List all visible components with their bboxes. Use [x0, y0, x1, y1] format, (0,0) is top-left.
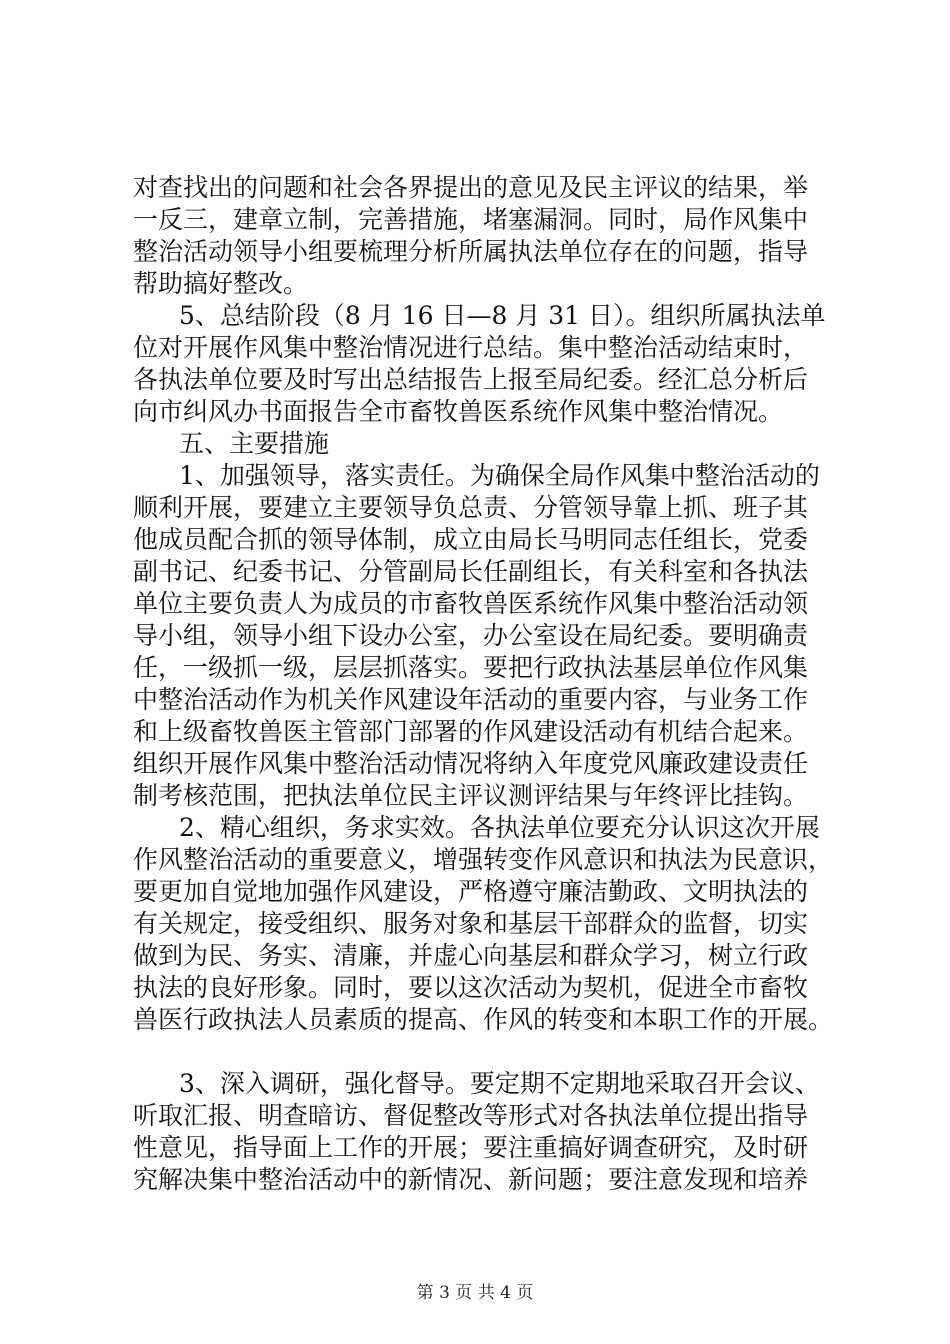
body-text-line: 他成员配合抓的领导体制，成立由局长马明同志任组长，党委 — [133, 525, 809, 554]
body-text-line: 和上级畜牧兽医主管部门部署的作风建设活动有机结合起来。 — [133, 717, 809, 746]
body-text-line: 要更加自觉地加强作风建设，严格遵守廉洁勤政、文明执法的 — [133, 877, 809, 906]
body-text-line: 做到为民、务实、清廉，并虚心向基层和群众学习，树立行政 — [133, 941, 809, 970]
body-text-line: 制考核范围，把执法单位民主评议测评结果与年终评比挂钩。 — [133, 781, 809, 810]
body-text-line: 性意见，指导面上工作的开展；要注重搞好调查研究，及时研 — [133, 1133, 809, 1162]
paragraph-start-line: 2、精心组织，务求实效。各执法单位要充分认识这次开展 — [179, 813, 820, 842]
body-text-line: 兽医行政执法人员素质的提高、作风的转变和本职工作的开展。 — [133, 1005, 834, 1034]
page-number-footer: 第 3 页 共 4 页 — [416, 1283, 534, 1303]
paragraph-start-line: 5、总结阶段（8 月 16 日—8 月 31 日）。组织所属执法单 — [179, 301, 826, 330]
body-text-line: 组织开展作风集中整治活动情况将纳入年度党风廉政建设责任 — [133, 749, 809, 778]
paragraph-start-line: 3、深入调研，强化督导。要定期不定期地采取召开会议、 — [179, 1069, 820, 1098]
body-text-line: 顺利开展，要建立主要领导负总责、分管领导靠上抓、班子其 — [133, 493, 809, 522]
paragraph-start-line: 1、加强领导，落实责任。为确保全局作风集中整治活动的 — [179, 461, 820, 490]
body-text-line: 副书记、纪委书记、分管副局长任副组长，有关科室和各执法 — [133, 557, 809, 586]
body-text-line: 听取汇报、明查暗访、督促整改等形式对各执法单位提出指导 — [133, 1101, 809, 1130]
body-text-line: 究解决集中整治活动中的新情况、新问题；要注意发现和培养 — [133, 1165, 809, 1194]
body-text-line: 各执法单位要及时写出总结报告上报至局纪委。经汇总分析后 — [133, 365, 809, 394]
body-text-line: 导小组，领导小组下设办公室，办公室设在局纪委。要明确责 — [133, 621, 809, 650]
body-text-line: 帮助搞好整改。 — [133, 269, 309, 298]
body-text-line: 单位主要负责人为成员的市畜牧兽医系统作风集中整治活动领 — [133, 589, 809, 618]
section-heading: 五、主要措施 — [179, 429, 330, 458]
body-text-line: 作风整治活动的重要意义，增强转变作风意识和执法为民意识， — [133, 845, 834, 874]
body-text-line: 执法的良好形象。同时，要以这次活动为契机，促进全市畜牧 — [133, 973, 809, 1002]
body-text-line: 中整治活动作为机关作风建设年活动的重要内容，与业务工作 — [133, 685, 809, 714]
body-text-line: 有关规定，接受组织、服务对象和基层干部群众的监督，切实 — [133, 909, 809, 938]
body-text-line: 整治活动领导小组要梳理分析所属执法单位存在的问题，指导 — [133, 237, 809, 266]
body-text-line: 位对开展作风集中整治情况进行总结。集中整治活动结束时， — [133, 333, 809, 362]
body-text-line: 对查找出的问题和社会各界提出的意见及民主评议的结果，举 — [133, 173, 809, 202]
body-text-line: 一反三，建章立制，完善措施，堵塞漏洞。同时，局作风集中 — [133, 205, 809, 234]
body-text-line: 任，一级抓一级，层层抓落实。要把行政执法基层单位作风集 — [133, 653, 809, 682]
body-text-line: 向市纠风办书面报告全市畜牧兽医系统作风集中整治情况。 — [133, 397, 784, 426]
